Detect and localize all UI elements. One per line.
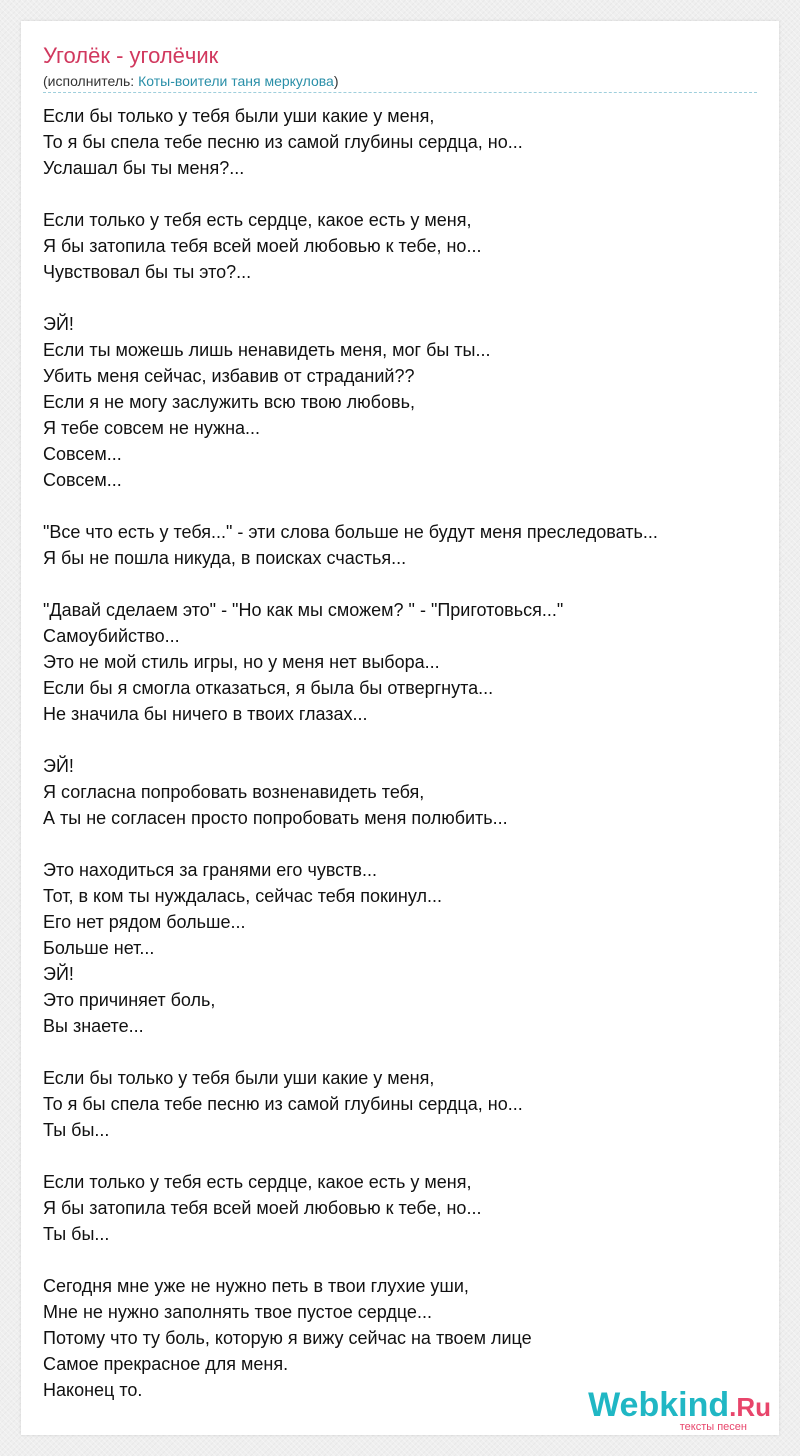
lyrics-blank-line [43, 571, 763, 597]
lyrics-line: "Все что есть у тебя..." - эти слова больше не будут меня преследовать... [43, 522, 658, 542]
lyrics-line: Мне не нужно заполнять твое пустое сердце... [43, 1302, 432, 1322]
lyrics-line: Совсем... [43, 470, 122, 490]
lyrics-blank-line [43, 181, 763, 207]
lyrics-line: Убить меня сейчас, избавив от страданий?? [43, 366, 415, 386]
artist-suffix: ) [333, 73, 339, 89]
lyrics-line: Если бы я смогла отказаться, я была бы отвергнута... [43, 678, 494, 698]
lyrics-line: Не значила бы ничего в твоих глазах... [43, 704, 368, 724]
lyrics-text [43, 103, 763, 1403]
lyrics-blank-line [43, 727, 763, 753]
lyrics-line: Совсем... [43, 444, 122, 464]
lyrics-line: Чувствовал бы ты это?... [43, 262, 252, 282]
lyrics-line: Если бы только у тебя были уши какие у меня, [43, 1068, 435, 1088]
song-title: Уголёк - уголёчик [43, 43, 219, 68]
lyrics-line: Услашал бы ты меня?... [43, 158, 245, 178]
lyrics-line: То я бы спела тебе песню из самой глубины сердца, но... [43, 132, 523, 152]
lyrics-line: Если ты можешь лишь ненавидеть меня, мог бы ты... [43, 340, 491, 360]
lyrics-line: Больше нет... [43, 938, 155, 958]
lyrics-line: Я тебе совсем не нужна... [43, 418, 261, 438]
lyrics-line: Его нет рядом больше... [43, 912, 246, 932]
lyrics-line: Я бы затопила тебя всей моей любовью к тебе, но... [43, 1198, 482, 1218]
lyrics-line: То я бы спела тебе песню из самой глубины сердца, но... [43, 1094, 523, 1114]
lyrics-blank-line [43, 831, 763, 857]
title-divider [43, 92, 757, 93]
site-logo[interactable] [588, 1387, 771, 1433]
lyrics-line: Ты бы... [43, 1224, 110, 1244]
lyrics-blank-line [43, 285, 763, 311]
lyrics-line: Я бы не пошла никуда, в поисках счастья... [43, 548, 407, 568]
lyrics-card [21, 21, 779, 1435]
logo-brand: Webkind [588, 1386, 730, 1424]
lyrics-blank-line [43, 1143, 763, 1169]
logo-tld: .Ru [729, 1392, 771, 1422]
lyrics-line: Наконец то. [43, 1380, 143, 1400]
artist-link[interactable]: Коты-воители таня меркулова [138, 73, 334, 89]
lyrics-line: Если бы только у тебя были уши какие у меня, [43, 106, 435, 126]
lyrics-line: Я бы затопила тебя всей моей любовью к тебе, но... [43, 236, 482, 256]
lyrics-line: Если только у тебя есть сердце, какое есть у меня, [43, 1172, 472, 1192]
lyrics-blank-line [43, 1039, 763, 1065]
lyrics-line: Сегодня мне уже не нужно петь в твои глухие уши, [43, 1276, 469, 1296]
lyrics-line: Самоубийство... [43, 626, 180, 646]
lyrics-line: ЭЙ! [43, 964, 74, 984]
lyrics-line: Потому что ту боль, которую я вижу сейчас на твоем лице [43, 1328, 532, 1348]
lyrics-blank-line [43, 493, 763, 519]
lyrics-line: Вы знаете... [43, 1016, 144, 1036]
lyrics-line: "Давай сделаем это" - "Но как мы сможем? " - "Приготовься..." [43, 600, 564, 620]
lyrics-line: Если я не могу заслужить всю твою любовь, [43, 392, 415, 412]
logo-wordmark [588, 1387, 771, 1425]
lyrics-line: Это находиться за гранями его чувств... [43, 860, 377, 880]
lyrics-line: Если только у тебя есть сердце, какое есть у меня, [43, 210, 472, 230]
lyrics-blank-line [43, 1247, 763, 1273]
artist-prefix: (исполнитель: [43, 73, 139, 89]
lyrics-line: Я согласна попробовать возненавидеть тебя, [43, 782, 425, 802]
lyrics-line: ЭЙ! [43, 756, 74, 776]
lyrics-line: ЭЙ! [43, 314, 74, 334]
lyrics-line: Ты бы... [43, 1120, 110, 1140]
lyrics-line: Самое прекрасное для меня. [43, 1354, 289, 1374]
logo-tagline: тексты песен [679, 1421, 747, 1433]
artist-line [43, 72, 338, 90]
lyrics-line: Это не мой стиль игры, но у меня нет выбора... [43, 652, 440, 672]
lyrics-line: Тот, в ком ты нуждалась, сейчас тебя покинул... [43, 886, 442, 906]
lyrics-line: Это причиняет боль, [43, 990, 216, 1010]
lyrics-line: А ты не согласен просто попробовать меня полюбить... [43, 808, 508, 828]
